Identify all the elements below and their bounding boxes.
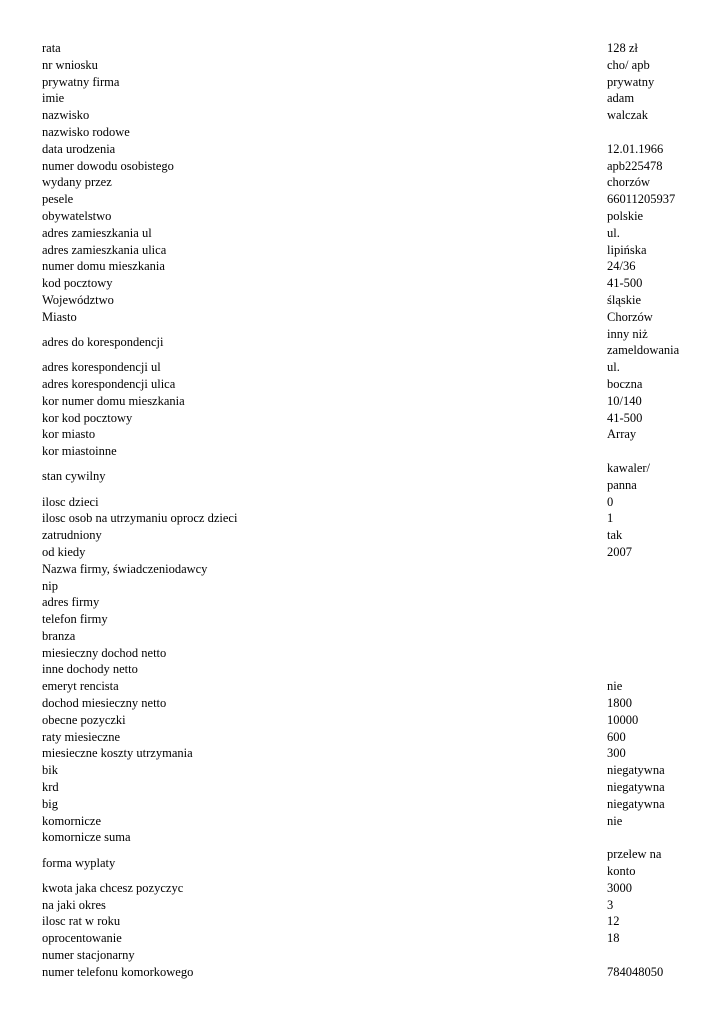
form-row [42, 90, 682, 107]
field-value [607, 578, 682, 595]
field-label: adres do korespondencji [42, 334, 164, 349]
field-value: prywatny [607, 74, 655, 89]
field-label: adres zamieszkania ul [42, 225, 152, 240]
field-label: nazwisko [42, 108, 90, 123]
field-value [607, 594, 682, 611]
field-value: nie [607, 813, 623, 828]
field-value: śląskie [607, 292, 642, 307]
field-label: obywatelstwo [42, 208, 112, 223]
form-row [42, 712, 682, 729]
field-value [607, 124, 682, 141]
field-label: adres korespondencji ul [42, 360, 161, 375]
field-value: 41-500 [607, 276, 643, 291]
form-row [42, 645, 682, 662]
form-row [42, 661, 682, 678]
field-value: 66011205937 [607, 192, 676, 207]
form-row [42, 141, 682, 158]
field-label: adres firmy [42, 595, 100, 610]
field-label: imie [42, 91, 65, 106]
form-row [42, 813, 682, 830]
field-value: ul. [607, 360, 620, 375]
field-label: raty miesieczne [42, 729, 121, 744]
field-label: numer stacjonarny [42, 948, 135, 963]
field-label: ilosc osob na utrzymaniu oprocz dzieci [42, 511, 238, 526]
field-value: 600 [607, 729, 626, 744]
field-label: Miasto [42, 309, 77, 324]
field-label: telefon firmy [42, 612, 108, 627]
field-value: 128 zł [607, 41, 638, 55]
field-label: stan cywilny [42, 469, 106, 484]
field-label: Nazwa firmy, świadczeniodawcy [42, 561, 208, 576]
field-value: niegatywna [607, 780, 665, 795]
form-row [42, 494, 682, 511]
form-row [42, 880, 682, 897]
form-row [42, 913, 682, 930]
field-value: 784048050 [607, 964, 664, 979]
form-row [42, 611, 682, 628]
form-row [42, 107, 682, 124]
field-value: 10000 [607, 712, 639, 727]
form-row [42, 628, 682, 645]
field-label: numer telefonu komorkowego [42, 964, 194, 979]
form-row [42, 225, 682, 242]
field-value: Chorzów [607, 309, 653, 324]
field-label: pesele [42, 192, 74, 207]
form-row [42, 594, 682, 611]
field-value [607, 661, 682, 678]
form-row [42, 897, 682, 914]
form-row [42, 678, 682, 695]
form-row [42, 242, 682, 259]
field-value: lipińska [607, 242, 647, 257]
field-value: walczak [607, 108, 648, 123]
field-value [607, 443, 682, 460]
form-row [42, 426, 682, 443]
field-label: kor kod pocztowy [42, 410, 133, 425]
form-row [42, 359, 682, 376]
field-label: prywatny firma [42, 74, 120, 89]
form-row [42, 174, 682, 191]
form-row [42, 947, 682, 964]
field-label: komornicze [42, 813, 102, 828]
form-row [42, 578, 682, 595]
field-label: na jaki okres [42, 897, 106, 912]
form-row [42, 208, 682, 225]
field-value: adam [607, 91, 635, 106]
form-row [42, 309, 682, 326]
field-value: tak [607, 528, 623, 543]
field-value: Array [607, 427, 637, 442]
field-label: krd [42, 780, 59, 795]
form-row [42, 258, 682, 275]
field-label: bik [42, 763, 58, 778]
field-value: 300 [607, 746, 626, 761]
field-value: cho/ apb [607, 57, 650, 72]
field-value: nie [607, 679, 623, 694]
form-row [42, 846, 682, 880]
form-row [42, 527, 682, 544]
field-label: oprocentowanie [42, 931, 122, 946]
form-row [42, 57, 682, 74]
form-row [42, 393, 682, 410]
form-row [42, 158, 682, 175]
field-label: adres korespondencji ulica [42, 376, 176, 391]
field-value: ul. [607, 225, 620, 240]
form-row [42, 762, 682, 779]
form-row [42, 460, 682, 494]
form-row [42, 191, 682, 208]
field-label: nr wniosku [42, 57, 98, 72]
field-value: 1 [607, 511, 614, 526]
field-value: 12 [607, 914, 620, 929]
field-label: obecne pozyczki [42, 712, 126, 727]
field-value [607, 645, 682, 662]
field-label: dochod miesieczny netto [42, 696, 167, 711]
form-row [42, 829, 682, 846]
form-row [42, 275, 682, 292]
field-value: 1800 [607, 696, 632, 711]
field-label: kwota jaka chcesz pozyczyc [42, 880, 184, 895]
field-label: nip [42, 578, 58, 593]
form-row [42, 695, 682, 712]
field-label: ilosc rat w roku [42, 914, 121, 929]
field-label: komornicze suma [42, 830, 131, 845]
field-label: forma wyplaty [42, 855, 116, 870]
field-label: kod pocztowy [42, 276, 113, 291]
field-value: niegatywna [607, 763, 665, 778]
field-label: data urodzenia [42, 141, 116, 156]
form-row [42, 326, 682, 360]
field-value: kawaler/ panna [607, 460, 651, 492]
field-value: niegatywna [607, 796, 665, 811]
application-form-page [42, 40, 682, 981]
field-value: apb225478 [607, 158, 663, 173]
field-value [607, 561, 682, 578]
field-value [607, 611, 682, 628]
field-label: inne dochody netto [42, 662, 138, 677]
field-value: 18 [607, 931, 620, 946]
field-value: 3 [607, 897, 614, 912]
field-label: rata [42, 41, 61, 55]
field-label: kor numer domu mieszkania [42, 393, 185, 408]
field-value: 41-500 [607, 410, 643, 425]
field-value: 3000 [607, 880, 632, 895]
form-row [42, 745, 682, 762]
form-row [42, 930, 682, 947]
form-row [42, 796, 682, 813]
field-value: 0 [607, 494, 614, 509]
field-value: 12.01.1966 [607, 141, 664, 156]
form-row [42, 561, 682, 578]
field-value: chorzów [607, 175, 651, 190]
field-label: od kiedy [42, 544, 86, 559]
field-label: nazwisko rodowe [42, 124, 130, 139]
form-row [42, 124, 682, 141]
field-label: numer domu mieszkania [42, 259, 165, 274]
field-value: inny niż zameldowania [607, 326, 680, 358]
field-value: przelew na konto [607, 847, 662, 879]
form-row [42, 292, 682, 309]
form-row [42, 964, 682, 981]
field-value: 2007 [607, 544, 632, 559]
field-label: wydany przez [42, 175, 112, 190]
field-label: kor miastoinne [42, 444, 117, 459]
field-label: Województwo [42, 292, 114, 307]
application-data-rows [42, 40, 682, 981]
form-row [42, 410, 682, 427]
field-label: miesieczne koszty utrzymania [42, 746, 193, 761]
field-label: big [42, 796, 58, 811]
form-row [42, 74, 682, 91]
field-value: 24/36 [607, 259, 636, 274]
field-label: branza [42, 628, 76, 643]
field-value [607, 947, 682, 964]
form-row [42, 779, 682, 796]
field-value: boczna [607, 376, 643, 391]
form-row [42, 376, 682, 393]
field-label: miesieczny dochod netto [42, 645, 167, 660]
field-value [607, 628, 682, 645]
application-data-table [42, 40, 682, 981]
field-label: numer dowodu osobistego [42, 158, 174, 173]
form-row [42, 40, 682, 57]
form-row [42, 544, 682, 561]
field-value: polskie [607, 208, 644, 223]
field-label: adres zamieszkania ulica [42, 242, 167, 257]
form-row [42, 510, 682, 527]
field-label: zatrudniony [42, 528, 102, 543]
field-value [607, 829, 682, 846]
field-value: 10/140 [607, 393, 642, 408]
form-row [42, 443, 682, 460]
field-label: kor miasto [42, 427, 96, 442]
field-label: emeryt rencista [42, 679, 119, 694]
form-row [42, 729, 682, 746]
field-label: ilosc dzieci [42, 494, 99, 509]
